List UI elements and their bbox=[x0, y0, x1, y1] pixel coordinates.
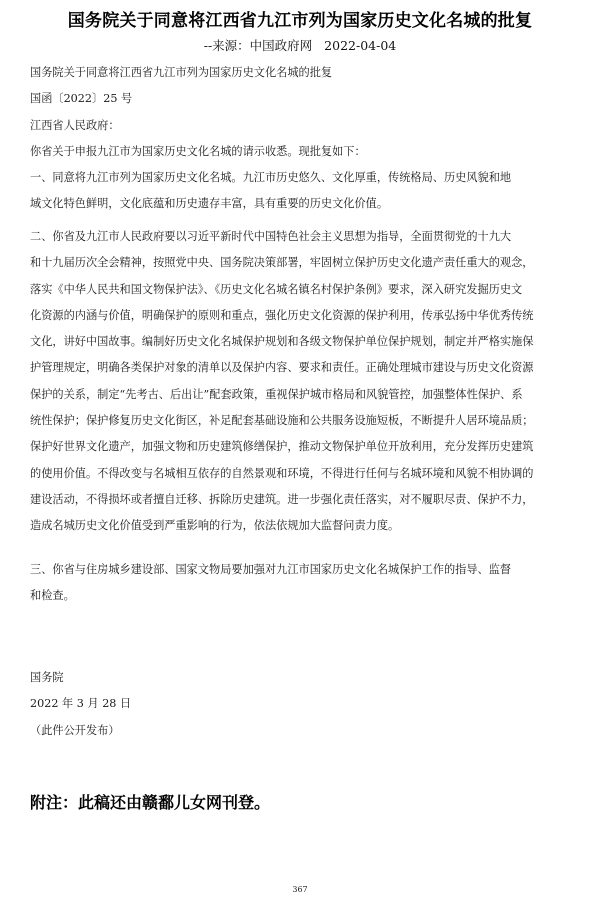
signature-block bbox=[30, 665, 586, 744]
para2-line: 建设活动，不得损坏或者擅自迁移、拆除历史建筑。进一步强化责任落实，对不履职尽责、保护不力， bbox=[30, 492, 534, 506]
addressee: 江西省人民政府： bbox=[30, 118, 120, 132]
para2-line: 二、你省及九江市人民政府要以习近平新时代中国特色社会主义思想为指导，全面贯彻党的十九大 bbox=[30, 230, 512, 243]
publish-note: （此件公开发布） bbox=[30, 723, 120, 737]
signature-org: 国务院 bbox=[30, 671, 64, 684]
source-line bbox=[0, 36, 600, 54]
signature-date: 2022 年 3 月 28 日 bbox=[30, 697, 132, 711]
para2-line: 护管理规定，明确各类保护对象的清单以及保护内容、要求和责任。正确处理城市建设与历史文化资源 bbox=[30, 361, 534, 375]
paragraph-3 bbox=[30, 557, 586, 610]
para2-line: 造成名城历史文化价值受到严重影响的行为，依法依规加大监督问责力度。 bbox=[30, 519, 400, 533]
para2-line: 落实《中华人民共和国文物保护法》、《历史文化名城名镇名村保护条例》要求，深入研究发掘历史文 bbox=[30, 282, 523, 296]
para3-line: 和检查。 bbox=[30, 589, 75, 603]
para2-line: 化资源的内涵与价值，明确保护的原则和重点，强化历史文化资源的保护利用，传承弘扬中华优秀传统 bbox=[30, 308, 534, 322]
para3-line: 三、你省与住房城乡建设部、国家文物局要加强对九江市国家历史文化名城保护工作的指导、监督 bbox=[30, 563, 512, 576]
para1-line: 域文化特色鲜明，文化底蕴和历史遗存丰富，具有重要的历史文化价值。 bbox=[30, 197, 389, 211]
paragraph-1 bbox=[30, 165, 586, 218]
source-date: 2022-04-04 bbox=[324, 38, 397, 53]
doc-title: 国务院关于同意将江西省九江市列为国家历史文化名城的批复 bbox=[30, 66, 333, 79]
para2-line: 统性保护；保护修复历史文化街区，补足配套基础设施和公共服务设施短板，不断提升人居环境品质； bbox=[30, 414, 534, 428]
paragraph-2 bbox=[30, 224, 586, 540]
para2-line: 和十九届历次全会精神，按照党中央、国务院决策部署，牢固树立保护历史文化遗产责任重大的观念， bbox=[30, 256, 534, 270]
para2-line: 文化，讲好中国故事。编制好历史文化名城保护规划和各级文物保护单位保护规划，制定并严格实施保 bbox=[30, 335, 534, 349]
intro-paragraph: 你省关于申报九江市为国家历史文化名城的请示收悉。现批复如下： bbox=[30, 144, 366, 158]
page-number: 367 bbox=[292, 885, 308, 894]
para1-line: 一、同意将九江市列为国家历史文化名城。九江市历史悠久、文化厚重，传统格局、历史风貌和地 bbox=[30, 171, 512, 184]
para2-line: 保护好世界文化遗产，加强文物和历史建筑修缮保护，推动文物保护单位开放利用，充分发挥历史建筑 bbox=[30, 440, 534, 454]
document-header bbox=[30, 60, 586, 165]
footnote: 附注：此稿还由赣鄱儿女网刊登。 bbox=[30, 793, 271, 812]
para2-line: 保护的关系，制定“先考古、后出让”配套政策，重视保护城市格局和风貌管控，加强整体性保护、系 bbox=[30, 387, 523, 401]
page-title: 国务院关于同意将江西省九江市列为国家历史文化名城的批复 bbox=[67, 11, 533, 31]
doc-number: 国函〔2022〕25 号 bbox=[30, 92, 133, 106]
source-label: --来源：中国政府网 bbox=[203, 38, 313, 53]
para2-line: 的使用价值。不得改变与名城相互依存的自然景观和环境，不得进行任何与名城环境和风貌不相协调的 bbox=[30, 466, 534, 480]
